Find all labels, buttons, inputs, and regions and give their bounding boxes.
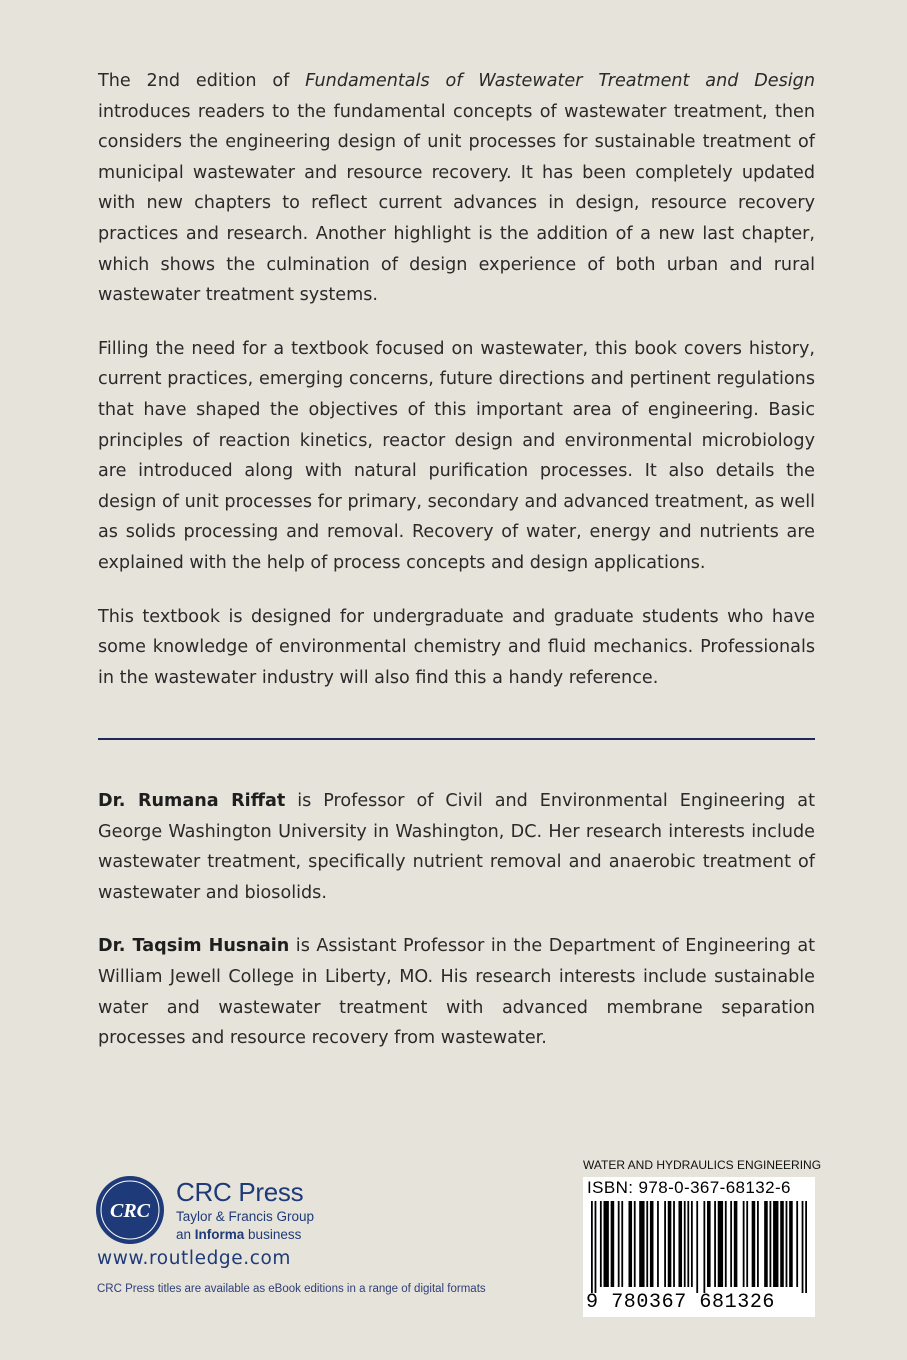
barcode-bar [796, 1201, 798, 1287]
barcode-bar [734, 1201, 738, 1287]
barcode-bar [621, 1201, 623, 1287]
author-bio-1 [98, 786, 815, 908]
author-name: Dr. Taqsim Husnain [98, 936, 290, 957]
barcode-bar [618, 1201, 620, 1287]
barcode-bar [591, 1201, 593, 1293]
barcode-bar [725, 1201, 727, 1287]
book-title: Fundamentals of Wastewater Treatment and Design [305, 71, 815, 91]
logo-lettering: CRC [109, 1200, 151, 1222]
barcode-bar [789, 1201, 793, 1287]
ebook-note: CRC Press titles are available as eBook editions in a range of digital formats [97, 1283, 486, 1295]
isbn-label: ISBN: 978-0-367-68132-6 [587, 1178, 791, 1197]
barcode-icon [591, 1201, 807, 1293]
barcode-bar [611, 1201, 615, 1287]
description-text: introduces readers to the fundamental concepts of wastewater treatment, then considers the engineering design of unit processes for sustainable treatment of municipal wastewater and resource recovery. It has been completely updated with new chapters to reflect current advances in design, resource recovery practices and research. Another highlight is the addition of a new last chapter, which shows the culmination of design experience of both urban and rural wastewater treatment systems. [98, 101, 815, 306]
barcode-bar [780, 1201, 784, 1287]
website-link[interactable]: www.routledge.com [97, 1248, 292, 1269]
description-text: The 2nd edition of [98, 71, 306, 91]
author-bio-text: is Assistant Professor in the Department of Engineering at William Jewell College in Liberty, MO. His research interests include sustainable water and wastewater treatment with advanced membrane separation processes and resource recovery from wastewater. [98, 936, 816, 1049]
barcode-bar [684, 1201, 686, 1287]
barcode-bar [600, 1201, 602, 1287]
business-suffix: business [244, 1227, 302, 1242]
barcode-bar [639, 1201, 644, 1287]
barcode-bar [604, 1201, 609, 1287]
barcode-bar [678, 1201, 682, 1287]
barcode-bar [757, 1201, 759, 1287]
barcode-box [583, 1177, 815, 1317]
barcode-bar [764, 1201, 768, 1287]
barcode-bar [687, 1201, 689, 1287]
business-bold: Informa [194, 1227, 245, 1242]
barcode-bar [746, 1201, 748, 1287]
business-prefix: an [176, 1227, 195, 1242]
book-description [98, 66, 815, 716]
barcode-bar [634, 1201, 636, 1287]
barcode-bar [668, 1201, 672, 1287]
barcode-bar [657, 1201, 659, 1287]
barcode-bar [743, 1201, 745, 1287]
barcode-bar [802, 1201, 804, 1293]
barcode-bar [770, 1201, 772, 1287]
barcode-bar [691, 1201, 693, 1287]
description-paragraph-2: Filling the need for a textbook focused on wastewater, this book covers history, current practices, emerging concerns, future directions and pertinent regulations that have shaped the objectives of this important area of engineering. Basic principles of reaction kinetics, reactor design and environmental microbiology are introduced along with natural purification processes. It also details the design of unit processes for primary, secondary and advanced treatment, as well as solids processing and removal. Recovery of water, energy and nutrients are explained with the help of process concepts and design applications. [98, 338, 815, 573]
publisher-name: CRC Press [176, 1177, 304, 1207]
barcode-digits: 9 780367 681326 [586, 1291, 776, 1314]
barcode-bar [707, 1201, 711, 1287]
barcode-bar [646, 1201, 648, 1287]
barcode-bar [595, 1201, 597, 1293]
barcode-bar [730, 1201, 732, 1287]
author-bio-2 [98, 931, 815, 1053]
description-paragraph-3: This textbook is designed for undergraduate and graduate students who have some knowledge of environmental chemistry and fluid mechanics. Professionals in the wastewater industry will also find this a handy reference. [98, 606, 815, 688]
barcode-bar [752, 1201, 756, 1287]
barcode-bar [650, 1201, 654, 1287]
publisher-group: Taylor & Francis Group [176, 1209, 315, 1224]
description-paragraph-1 [98, 66, 815, 311]
barcode-bar [805, 1201, 807, 1293]
series-label: WATER AND HYDRAULICS ENGINEERING [583, 1158, 822, 1172]
author-bio-text: is Professor of Civil and Environmental Engineering at George Washington University in Washington, DC. Her research interests include wastewater treatment, specifically nutrient removal and anaerobic treatment of wastewater and biosolids. [98, 791, 815, 903]
divider-rule [98, 738, 815, 740]
barcode-bar [714, 1201, 716, 1287]
barcode-bar [718, 1201, 723, 1287]
barcode-bar [628, 1201, 632, 1287]
barcode-bar [673, 1201, 675, 1287]
crc-logo-icon [96, 1176, 164, 1244]
publisher-business-line [176, 1227, 301, 1242]
barcode-block [583, 1158, 822, 1317]
author-bios [98, 786, 815, 1077]
author-name: Dr. Rumana Riffat [98, 791, 286, 811]
barcode-bar [786, 1201, 788, 1287]
barcode-bar [703, 1201, 705, 1293]
barcode-bar [773, 1201, 778, 1287]
barcode-bar [664, 1201, 666, 1287]
barcode-bar [696, 1201, 698, 1293]
